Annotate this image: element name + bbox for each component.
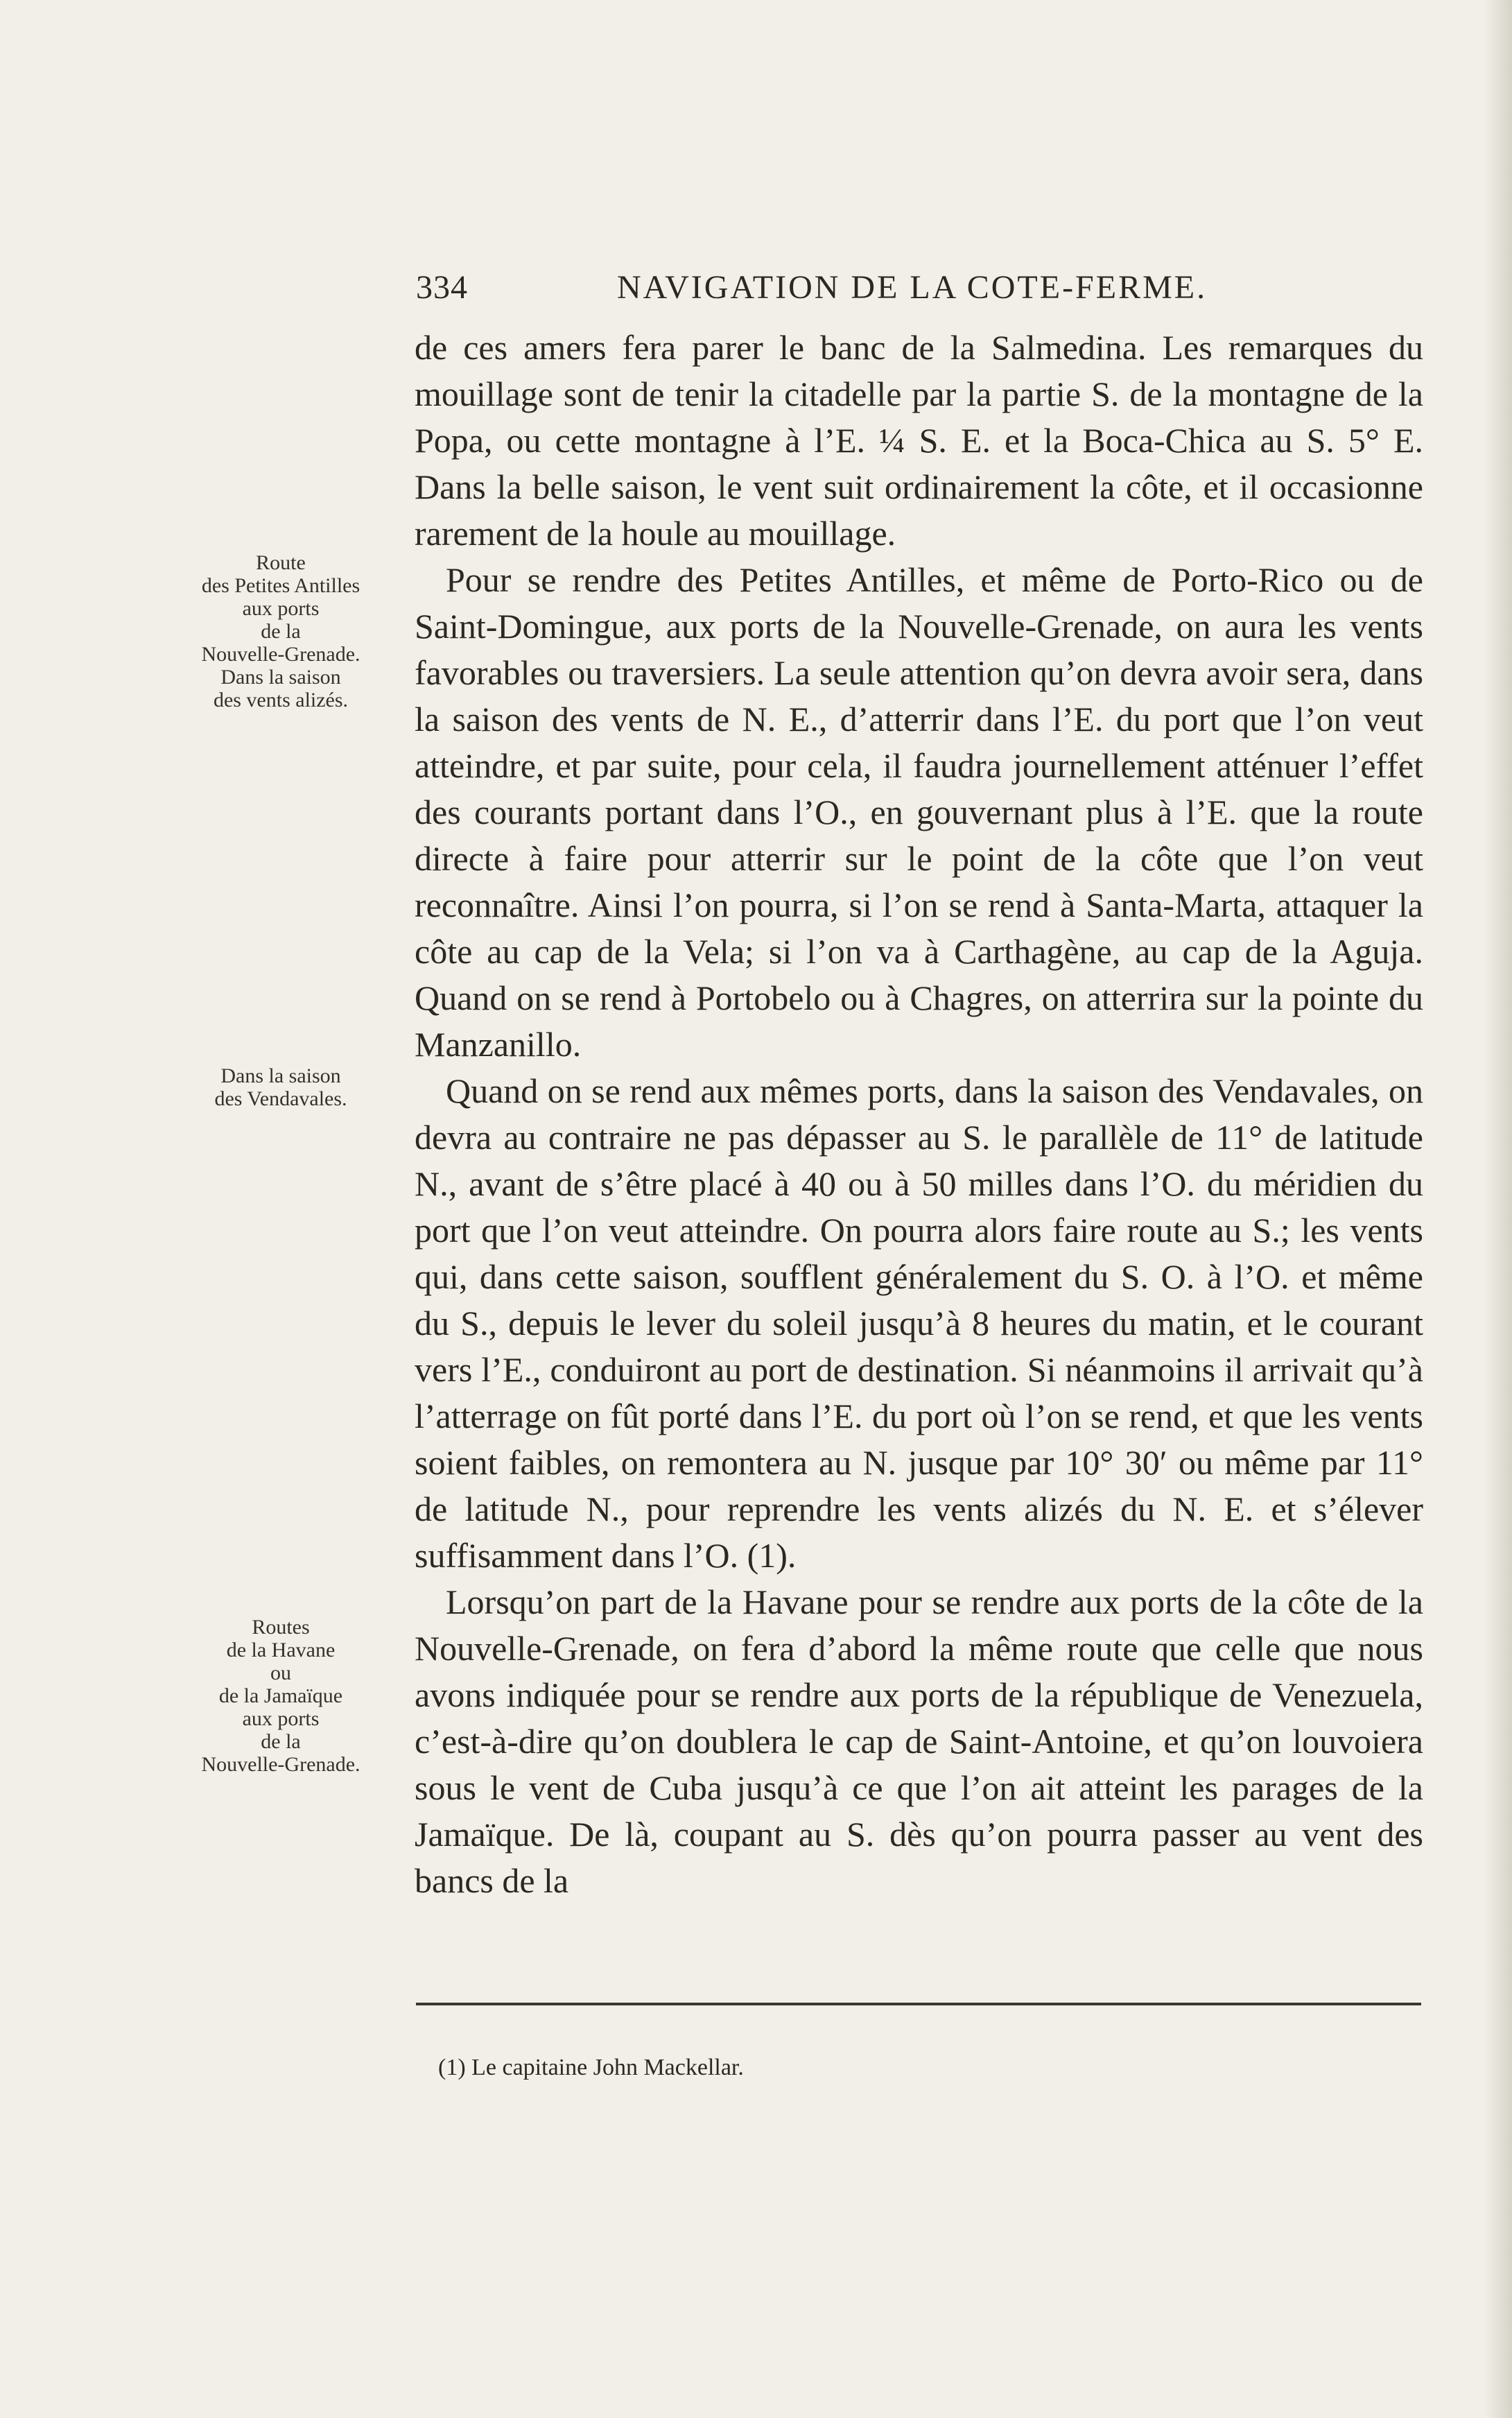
sidenote-line: Route (256, 551, 306, 574)
running-title: NAVIGATION DE LA COTE-FERME. (617, 269, 1208, 306)
sidenote-route-petites-antilles (166, 551, 395, 711)
sidenote-line: Nouvelle-Grenade. (201, 1753, 360, 1776)
page-edge-shadow (1484, 0, 1512, 2418)
sidenote-line: de la (261, 620, 301, 643)
sidenote-line: aux ports (242, 597, 320, 620)
footnote: (1) Le capitaine John Mackellar. (438, 2055, 744, 2080)
paragraph-havane: Lorsqu’on part de la Havane pour se rendre aux ports de la côte de la Nouvelle-Grenade, on fera d’abord la même route que celle que nous avons indiquée pour se rendre aux ports de la république de Venezuela, c’est-à-dire qu’on doublera le cap de Saint-Antoine, et qu’on louvoiera sous le vent de Cuba jusqu’à ce que l’on ait atteint les parages de la Jamaïque. De là, coupant au S. dès qu’on pourra passer au vent des bancs de la (415, 1582, 1423, 1900)
paragraph-vendavales: Quand on se rend aux mêmes ports, dans la saison des Vendavales, on devra au contraire ne pas dépasser au S. le parallèle de 11° de latitude N., avant de s’être placé à 40 ou à 50 milles dans l’O. du méridien du port que l’on veut atteindre. On pourra alors faire route au S.; les vents qui, dans cette saison, soufflent généralement du S. O. à l’O. et même du S., depuis le lever du soleil jusqu’à 8 heures du matin, et le courant vers l’E., conduiront au port de destination. Si néanmoins il arrivait qu’à l’atterrage on fût porté dans l’E. du port où l’on se rend, et que les vents soient faibles, on remontera au N. jusque par 10° 30′ ou même par 11° de latitude N., pour reprendre les vents alizés du N. E. et s’élever suffisamment dans l’O. (1). (415, 1071, 1423, 1575)
footnote-divider (416, 2003, 1421, 2005)
sidenote-line: Routes (252, 1616, 310, 1639)
sidenote-saison-vendavales (166, 1064, 395, 1110)
paragraph-continuation: de ces amers fera parer le banc de la Salmedina. Les remarques du mouillage sont de tenir la citadelle par la partie S. de la montagne de la Popa, ou cette montagne à l’E. ¼ S. E. et la Boca-Chica au S. 5° E. Dans la belle saison, le vent suit ordinairement la côte, et il occasionne rarement de la houle au mouillage. (415, 328, 1423, 553)
sidenote-line: ou (270, 1661, 291, 1684)
sidenote-line: Nouvelle-Grenade. (201, 643, 360, 666)
paragraph-petites-antilles: Pour se rendre des Petites Antilles, et même de Porto-Rico ou de Saint-Domingue, aux ports de la Nouvelle-Grenade, on aura les vents favorables ou traversiers. La seule attention qu’on devra avoir sera, dans la saison des vents de N. E., d’atterrir dans l’E. du port que l’on veut atteindre, et par suite, pour cela, il faudra journellement atténuer l’effet des courants portant dans l’O., en gouvernant plus à l’E. que la route directe à faire pour atterrir sur le point de la côte que l’on veut reconnaître. Ainsi l’on pourra, si l’on se rend à Santa-Marta, attaquer la côte au cap de la Vela; si l’on va à Carthagène, au cap de la Aguja. Quand on se rend à Portobelo ou à Chagres, on atterrira sur la pointe du Manzanillo. (415, 560, 1423, 1064)
sidenote-line: Dans la saison (220, 1064, 341, 1087)
sidenote-line: de la Jamaïque (218, 1684, 343, 1707)
sidenote-line: de la (261, 1730, 301, 1753)
sidenote-line: aux ports (242, 1707, 320, 1730)
page-number: 334 (416, 269, 468, 306)
sidenote-routes-havane-jamaique (166, 1616, 395, 1776)
sidenote-line: des vents alizés. (213, 689, 349, 711)
body-text (415, 325, 1423, 1904)
sidenote-line: de la Havane (226, 1639, 336, 1661)
sidenote-line: Dans la saison (220, 666, 341, 689)
sidenote-line: des Petites Antilles (201, 574, 360, 597)
running-header (416, 260, 1421, 309)
sidenote-line: des Vendavales. (214, 1087, 347, 1110)
